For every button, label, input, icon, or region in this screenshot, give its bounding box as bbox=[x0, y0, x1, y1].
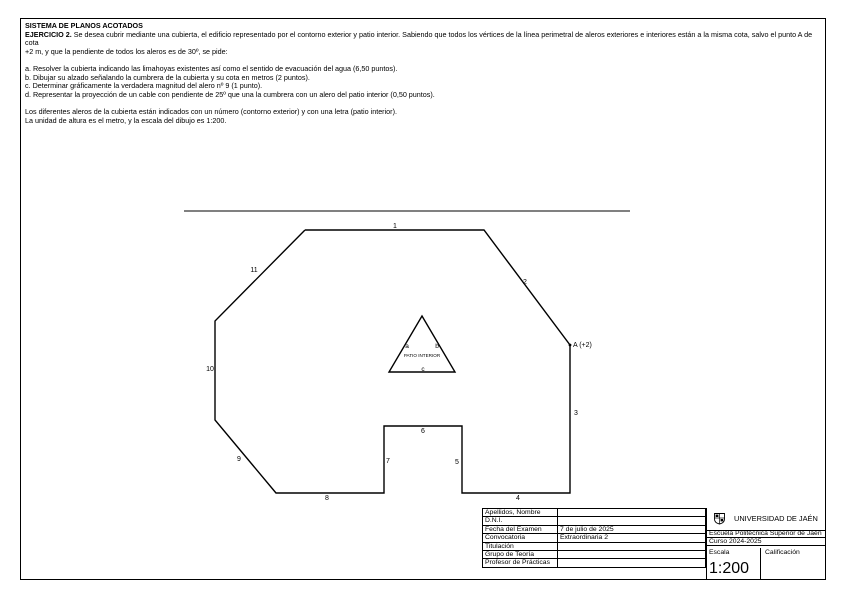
field-apellidos[interactable] bbox=[558, 509, 706, 517]
grade-label: Calificación bbox=[765, 549, 800, 556]
title-block bbox=[482, 508, 826, 580]
course-year: Curso 2024-2025 bbox=[707, 538, 826, 546]
row-titulacion bbox=[483, 542, 706, 550]
label-titulacion: Titulación bbox=[483, 542, 558, 550]
row-fecha bbox=[483, 525, 706, 533]
value-fecha: 7 de julio de 2025 bbox=[558, 525, 706, 533]
school-name: Escuela Politécnica Superior de Jaén bbox=[707, 530, 826, 538]
point-a-label: A (+2) bbox=[573, 342, 592, 349]
student-data-table bbox=[482, 508, 706, 568]
exercise-label: EJERCICIO 2. bbox=[25, 29, 72, 39]
scale-cell bbox=[707, 548, 761, 580]
task-item-d: d. Representar la proyección de un cable con pendiente de 25º que una la cumbrera con un alero del patio interior (0,50 puntos). bbox=[25, 89, 435, 99]
row-dni bbox=[483, 517, 706, 525]
statement-title: SISTEMA DE PLANOS ACOTADOS bbox=[25, 21, 143, 30]
note-2: La unidad de altura es el metro, y la escala del dibujo es 1:200. bbox=[25, 115, 227, 125]
patio-interior-contour bbox=[389, 316, 455, 372]
field-titulacion[interactable] bbox=[558, 542, 706, 550]
label-grupo: Grupo de Teoría bbox=[483, 551, 558, 559]
patio-edge-label-c: c bbox=[421, 366, 425, 373]
scale-label: Escala bbox=[709, 549, 730, 556]
edge-label-2: 2 bbox=[523, 279, 527, 286]
row-profesor bbox=[483, 559, 706, 567]
edge-label-9: 9 bbox=[237, 456, 241, 463]
edge-label-3: 3 bbox=[574, 410, 578, 417]
task-item-b: b. Dibujar su alzado señalando la cumbrera de la cubierta y su cota en metros (2 puntos). bbox=[25, 72, 310, 82]
exercise-text-1: Se desea cubrir mediante una cubierta, el edificio representado por el contorno exterior y patio interior. Sabiendo que todos los vértices de la línea perimetral de aleros exteriores e interiores están a la misma cota, salvo el punto A de cota bbox=[25, 29, 813, 48]
field-profesor[interactable] bbox=[558, 559, 706, 567]
university-header bbox=[707, 508, 826, 531]
patio-edge-label-a: a bbox=[405, 343, 409, 350]
title-block-right bbox=[706, 508, 826, 580]
label-fecha: Fecha del Examen bbox=[483, 525, 558, 533]
patio-name-label: PATIO INTERIOR bbox=[403, 353, 441, 358]
task-item-c: c. Determinar gráficamente la verdadera magnitud del alero nº 9 (1 punto). bbox=[25, 81, 263, 91]
university-name: UNIVERSIDAD DE JAÉN bbox=[734, 514, 818, 523]
edge-label-5: 5 bbox=[455, 459, 459, 466]
label-dni: D.N.I. bbox=[483, 517, 558, 525]
university-crest-icon bbox=[713, 512, 726, 525]
exercise-text-2: +2 m, y que la pendiente de todos los aleros es de 30º, se pide: bbox=[25, 46, 228, 56]
field-grupo[interactable] bbox=[558, 551, 706, 559]
patio-edge-label-b: b bbox=[435, 343, 439, 350]
label-apellidos: Apellidos, Nombre bbox=[483, 509, 558, 517]
edge-label-1: 1 bbox=[393, 223, 397, 230]
row-convocatoria bbox=[483, 534, 706, 542]
row-apellidos bbox=[483, 509, 706, 517]
edge-label-10: 10 bbox=[206, 366, 214, 373]
edge-label-4: 4 bbox=[516, 495, 520, 502]
row-grupo bbox=[483, 551, 706, 559]
note-1: Los diferentes aleros de la cubierta están indicados con un número (contorno exterior) y con una letra (patio interior). bbox=[25, 106, 397, 116]
label-convocatoria: Convocatoria bbox=[483, 534, 558, 542]
task-item-a: a. Resolver la cubierta indicando las limahoyas existentes así como el sentido de evacuación del agua (6,50 puntos). bbox=[25, 63, 398, 73]
edge-label-7: 7 bbox=[386, 458, 390, 465]
label-profesor: Profesor de Prácticas bbox=[483, 559, 558, 567]
exterior-contour bbox=[215, 230, 570, 493]
value-convocatoria: Extraordinaria 2 bbox=[558, 534, 706, 542]
edge-label-6: 6 bbox=[421, 428, 425, 435]
edge-label-11: 11 bbox=[250, 267, 258, 274]
edge-label-8: 8 bbox=[325, 495, 329, 502]
point-a-marker bbox=[569, 344, 572, 347]
field-dni[interactable] bbox=[558, 517, 706, 525]
scale-value: 1:200 bbox=[709, 560, 750, 577]
